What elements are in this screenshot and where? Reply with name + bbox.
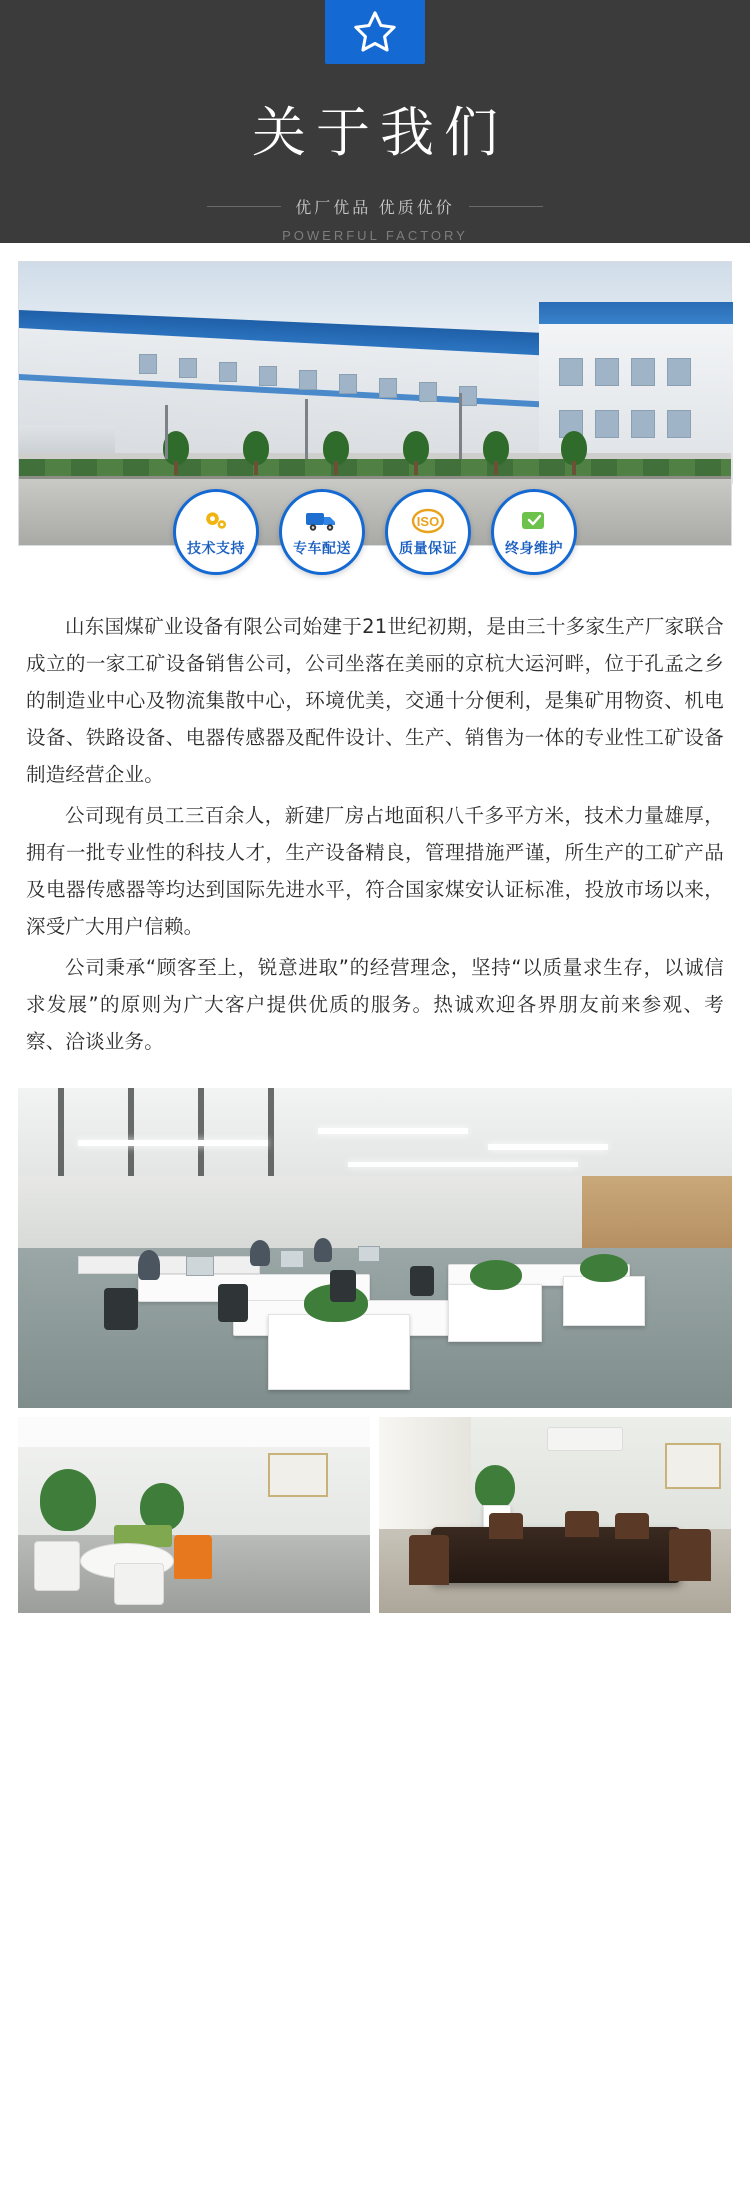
monitor xyxy=(186,1256,214,1276)
about-body xyxy=(0,546,750,1074)
meeting-room-photo xyxy=(379,1417,731,1613)
planter-box xyxy=(448,1284,542,1342)
ceiling xyxy=(18,1417,370,1447)
plant xyxy=(470,1260,522,1290)
plant xyxy=(475,1465,515,1509)
office-chair xyxy=(218,1284,248,1322)
ceiling-light xyxy=(488,1144,608,1150)
light-pole xyxy=(305,399,308,459)
divider-right xyxy=(469,206,543,207)
maintenance-icon xyxy=(519,506,549,536)
window xyxy=(667,410,691,438)
office-chair xyxy=(104,1288,138,1330)
window xyxy=(631,410,655,438)
ceiling-light xyxy=(348,1162,578,1167)
chair xyxy=(565,1511,599,1537)
page-header xyxy=(0,0,750,243)
lounge-photo xyxy=(18,1417,370,1613)
tree xyxy=(567,435,581,475)
hero-image-wrap xyxy=(0,243,750,556)
logo-badge xyxy=(325,0,425,64)
window xyxy=(667,358,691,386)
window xyxy=(139,354,157,374)
wall-frame xyxy=(268,1453,328,1497)
window xyxy=(339,374,357,394)
ceiling xyxy=(18,1088,732,1184)
white-chair xyxy=(114,1563,164,1605)
paragraph-3: 公司秉承“顾客至上，锐意进取”的经营理念，坚持“以质量求生存，以诚信求发展”的原则为广大客户提供优质的服务。热诚欢迎各界朋友前来参观、考察、洽谈业务。 xyxy=(26,956,724,1053)
plant xyxy=(580,1254,628,1282)
chair xyxy=(615,1513,649,1539)
ceiling-light xyxy=(318,1128,468,1134)
photo-gallery xyxy=(0,1074,750,1631)
monitor xyxy=(358,1246,380,1262)
window xyxy=(259,366,277,386)
light-pole xyxy=(459,393,462,459)
office-chair xyxy=(410,1266,434,1296)
white-chair xyxy=(34,1541,80,1591)
feature-badges xyxy=(19,489,731,575)
chair xyxy=(489,1513,523,1539)
iso-certificate-icon xyxy=(411,506,445,536)
window xyxy=(379,378,397,398)
window xyxy=(631,358,655,386)
window xyxy=(419,382,437,402)
header-subtitle: 优厂优品 优质优价 xyxy=(295,200,455,217)
feature-label: 质量保证 xyxy=(399,540,457,556)
office-photo xyxy=(18,1088,732,1408)
office-chair xyxy=(330,1270,356,1302)
tree xyxy=(489,435,503,475)
chair xyxy=(669,1529,711,1581)
light-pole xyxy=(165,405,168,459)
window xyxy=(179,358,197,378)
feature-badge-delivery[interactable] xyxy=(279,489,365,575)
factory-exterior-photo xyxy=(18,261,732,556)
planter-box xyxy=(268,1314,410,1390)
star-icon xyxy=(352,9,398,55)
paragraph-1: 山东国煤矿业设备有限公司始建于21世纪初期，是由三十多家生产厂家联合成立的一家工矿设备销售公司，公司坐落在美丽的京杭大运河畔，位于孔孟之乡的制造业中心及物流集散中心，环境优美，交通十分便利，是集矿用物资、机电设备、铁路设备、电器传感器及配件设计、生产、销售为一体的专业性工矿设备制造经营企业。 xyxy=(26,615,724,786)
tree xyxy=(169,435,183,475)
window xyxy=(219,362,237,382)
window xyxy=(299,370,317,390)
plant xyxy=(140,1483,184,1531)
gear-icon xyxy=(201,506,231,536)
window xyxy=(595,410,619,438)
employee xyxy=(138,1250,160,1280)
tree xyxy=(329,435,343,475)
air-conditioner xyxy=(547,1427,623,1451)
divider-left xyxy=(207,206,281,207)
feature-badge-tech-support[interactable] xyxy=(173,489,259,575)
planter-box xyxy=(563,1276,645,1326)
header-subtitle-row xyxy=(207,195,542,218)
employee xyxy=(250,1240,270,1266)
employee xyxy=(314,1238,332,1262)
wall-frame xyxy=(665,1443,721,1489)
truck-icon xyxy=(305,506,339,536)
svg-text:ISO: ISO xyxy=(416,514,440,529)
paragraph-2: 公司现有员工三百余人，新建厂房占地面积八千多平方米，技术力量雄厚，拥有一批专业性的科技人才，生产设备精良，管理措施严谨，所生产的工矿产品及电器传感器等均达到国际先进水平，符合国家煤安认证标准，投放市场以来，深受广大用户信赖。 xyxy=(26,804,724,938)
feature-label: 技术支持 xyxy=(187,540,245,556)
photo-row xyxy=(18,1417,732,1613)
feature-badge-quality[interactable] xyxy=(385,489,471,575)
orange-chair xyxy=(174,1535,212,1579)
tree xyxy=(249,435,263,475)
chair xyxy=(409,1535,449,1585)
page-title: 关于我们 xyxy=(252,101,508,164)
feature-badge-maintenance[interactable] xyxy=(491,489,577,575)
tree xyxy=(409,435,423,475)
feature-label: 专车配送 xyxy=(293,540,351,556)
monitor xyxy=(280,1250,304,1268)
header-subtitle-en: POWERFUL FACTORY xyxy=(282,228,468,243)
plant xyxy=(40,1469,96,1531)
window xyxy=(595,358,619,386)
feature-label: 终身维护 xyxy=(505,540,563,556)
ceiling-light xyxy=(78,1140,268,1146)
window xyxy=(559,358,583,386)
